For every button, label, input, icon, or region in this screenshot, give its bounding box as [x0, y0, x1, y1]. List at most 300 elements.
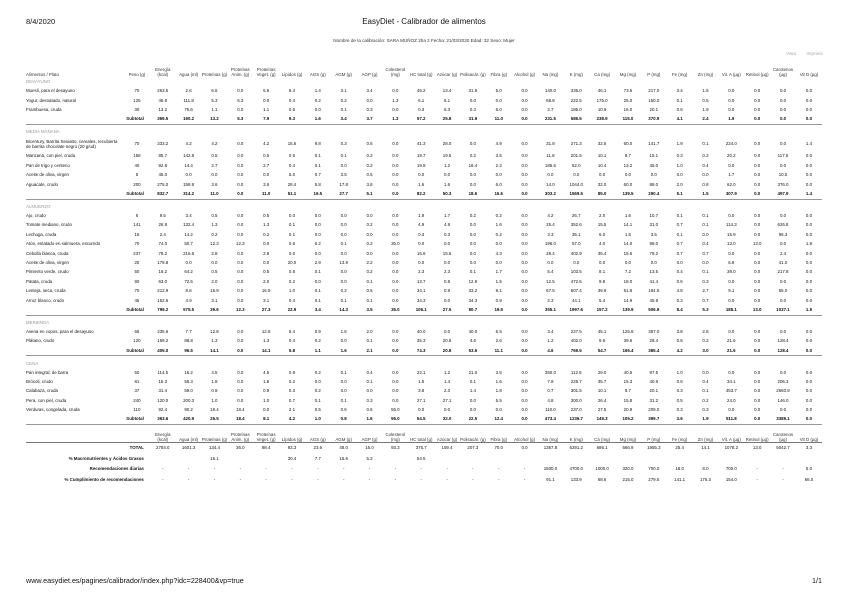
view-links [777, 51, 823, 56]
food-name: Avena en copos, para el desayuno [26, 328, 94, 334]
nutrient-value: 0.0 [805, 407, 813, 413]
nutrient-value: 0.0 [392, 388, 399, 394]
totals-value: - [756, 476, 758, 482]
nutrient-value: 2.3 [547, 297, 554, 303]
nutrient-value: 0.7 [702, 297, 709, 303]
nutrient-value: 0.7 [288, 397, 296, 403]
nutrient-value: 0.4 [702, 162, 709, 168]
nutrient-value: 13.4 [442, 88, 452, 94]
nutrient-value: 6.3 [443, 107, 451, 113]
nutrient-value: 237 [133, 250, 141, 256]
nutrient-value: 15 [134, 231, 140, 237]
totals-value: 154.0 [725, 476, 737, 482]
nutrient-value: 7.2 [624, 269, 631, 275]
nutrient-value: 4.0 [599, 241, 606, 247]
subtotal-value: 303.2 [538, 190, 564, 200]
subtotal-value: 4.2 [279, 415, 305, 425]
nutrient-value: 0.0 [805, 397, 813, 403]
nutrient-value: 0.0 [754, 88, 761, 94]
nutrient-value: 0.0 [469, 250, 476, 256]
subtotal-value: 16.6 [486, 190, 512, 200]
totals-column-header: Azúcar (g) [436, 436, 458, 442]
food-row [26, 221, 822, 230]
nutrient-value: 3.8 [366, 181, 373, 187]
nutrient-value: 0.0 [754, 379, 761, 385]
meal-section-header [26, 128, 822, 137]
nutrient-value: 20.9 [623, 407, 633, 413]
nutrient-value: 6.1 [418, 97, 425, 103]
nutrient-value: 40.5 [623, 369, 633, 375]
nutrient-value: 0.0 [237, 278, 244, 284]
food-row [26, 378, 822, 387]
column-header: Energía (kcal) [155, 67, 171, 78]
totals-value: - [342, 476, 345, 482]
subtotal-label: Subtotal [26, 190, 150, 200]
subtotal-value: 497.9 [770, 190, 796, 200]
nutrient-value: 0.0 [754, 369, 761, 375]
totals-value: 134.4 [202, 443, 228, 454]
nutrient-value: 0.0 [521, 181, 528, 187]
nutrient-value: 0.0 [754, 250, 761, 256]
nutrient-value: 0.0 [392, 181, 399, 187]
nutrient-value: 0.0 [728, 107, 735, 113]
nutrient-value: 4.9 [185, 297, 192, 303]
subtotal-value: 157.2 [589, 306, 615, 316]
nutrient-value: 72.5 [184, 278, 193, 284]
subtotal-value: 473.4 [538, 415, 564, 425]
nutrient-value: 3.4 [676, 88, 683, 94]
subtotal-value: 4.1 [667, 115, 693, 125]
nutrient-value: 5 [135, 172, 139, 178]
nutrient-value: 0.6 [676, 278, 683, 284]
nutrient-value: 0.1 [702, 269, 709, 275]
nutrient-value: 0.2 [366, 153, 373, 159]
nutrient-value: 212.9 [157, 288, 169, 294]
food-row [26, 106, 822, 115]
nutrient-value: 0.7 [676, 250, 683, 256]
nutrient-value: 7.9 [547, 379, 554, 385]
food-name: Lechuga, cruda [26, 231, 57, 237]
nutrient-value: 1.6 [495, 379, 502, 385]
nutrient-value: 1.4 [469, 388, 476, 394]
nutrient-value: 14.0 [546, 181, 555, 187]
nutrient-value: 0.4 [676, 269, 683, 275]
nutrient-value: 1.9 [676, 141, 683, 147]
nutrient-value: 0.0 [650, 259, 657, 265]
nutrient-value: 0.6 [676, 338, 683, 344]
nutrient-value: 0.0 [469, 97, 476, 103]
totals-row [26, 464, 822, 475]
nutrient-value: 0.0 [418, 172, 425, 178]
nutrient-value: 9.6 [599, 338, 606, 344]
nutrient-value: 15.5 [597, 222, 607, 228]
nutrient-value: 0.6 [340, 407, 347, 413]
nutrient-value: 227.5 [570, 328, 582, 334]
totals-value: - [239, 466, 242, 472]
subtotal-row [26, 306, 822, 316]
nutrient-value: 28.4 [649, 338, 659, 344]
nutrient-value: 217.8 [777, 269, 789, 275]
totals-value: - [756, 466, 758, 472]
totals-label: % Cumplimiento de recomendaciones [64, 476, 144, 482]
nutrient-value: 240 [133, 397, 141, 403]
totals-value: 159.4 [434, 443, 460, 454]
subtotal-value: 128.4 [770, 346, 796, 356]
nutrient-value: 200 [133, 181, 141, 187]
subtotal-value: 575.5 [176, 306, 202, 316]
nutrient-value: 73.5 [623, 88, 633, 94]
subtotal-value: 14.1 [202, 346, 228, 356]
nutrient-value: 40.0 [416, 328, 426, 334]
nutrient-value: 26.4 [597, 397, 607, 403]
nutrient-value: 15.3 [623, 379, 633, 385]
totals-value: - [265, 466, 267, 472]
nutrient-value: 0.1 [469, 269, 476, 275]
nutrient-value: 0.0 [314, 250, 321, 256]
column-header: Fe (mg) [671, 72, 688, 78]
nutrient-value: 110.0 [545, 407, 556, 413]
nutrient-value: 0.0 [728, 369, 735, 375]
nutrient-value: 0.3 [702, 407, 709, 413]
nutrient-value: 472.5 [570, 278, 582, 284]
totals-value: 5.0 [805, 466, 813, 472]
nutrient-value: 0.0 [495, 97, 502, 103]
nutrient-value: 0.5 [263, 153, 270, 159]
nutrient-value: 85.7 [158, 153, 168, 159]
subtotal-value: 1.6 [305, 115, 331, 125]
nutrient-value: 0.0 [754, 222, 761, 228]
nutrient-value: 0.0 [469, 259, 476, 265]
nutrient-value: 607.4 [570, 288, 582, 294]
nutrient-value: 0.0 [237, 213, 244, 218]
nutrient-value: 40 [134, 162, 140, 168]
nutrient-value: 2.0 [211, 278, 218, 284]
totals-value [693, 454, 719, 465]
nutrient-value: 2.7 [547, 107, 554, 113]
nutrient-value: 0.0 [754, 328, 761, 334]
subtotal-value: 363.6 [150, 415, 176, 425]
nutrient-value: 12.3 [236, 241, 245, 247]
nutrient-value: 0.0 [263, 407, 270, 413]
nutrient-value: 0.2 [314, 388, 321, 394]
nutrient-value: 10.1 [597, 153, 607, 159]
nutrient-value: 35.7 [597, 379, 607, 385]
subtotal-value: 1.9 [796, 306, 822, 316]
totals-value: 3.3 [796, 443, 822, 454]
subtotal-label: Subtotal [26, 115, 150, 125]
subtotal-value: 1.5 [693, 190, 719, 200]
nutrient-value: 3.1 [340, 88, 347, 94]
totals-value: 13.0 [744, 443, 770, 454]
nutrient-value: 0.0 [495, 241, 502, 247]
nutrient-value: 13.0 [752, 241, 762, 247]
nutrient-value: 0.0 [237, 338, 244, 344]
nutrient-value: 34.1 [727, 379, 736, 385]
nutrient-value: 0.3 [340, 141, 347, 147]
subtotal-value: 18.4 [227, 415, 253, 425]
print-link[interactable]: Imprimir [806, 51, 823, 56]
subtotal-value: 4.2 [667, 346, 693, 356]
totals-value: 176.3 [699, 476, 711, 482]
nutrient-value: 0.7 [547, 388, 554, 394]
column-header: Vit. A (µg) [721, 72, 741, 78]
nutrient-value: 39.6 [623, 338, 633, 344]
nutrient-value: 88.8 [184, 338, 193, 344]
nutrient-value: 0.0 [469, 222, 476, 228]
subtotal-value: 0.0 [512, 346, 538, 356]
nutrient-value: 41.0 [778, 259, 788, 265]
nutrient-value: 0.0 [392, 141, 399, 147]
nutrient-value: 46.8 [158, 97, 168, 103]
nutrient-value: 1.8 [495, 388, 502, 394]
nutrient-value: 0.0 [805, 338, 813, 344]
nutrient-value: 0.0 [728, 88, 735, 94]
nutrient-value: 3.3 [547, 231, 554, 237]
totals-value: 15.6 [339, 455, 348, 461]
nutrient-value: 0.0 [754, 97, 761, 103]
nutrient-value: 55.0 [778, 288, 788, 294]
nutrient-value: 0.0 [237, 181, 244, 187]
nutrient-value: 1.7 [443, 213, 451, 218]
subtotal-value: 0.0 [796, 415, 822, 425]
totals-value: 18.0 [675, 466, 684, 472]
nutrient-value: 0.0 [521, 162, 528, 168]
nutrient-value: 453.7 [725, 388, 737, 394]
subtotal-value: 12.3 [227, 306, 253, 316]
nutrient-value: 0.0 [469, 397, 476, 403]
nutrient-value: 35.1 [571, 231, 581, 237]
nutrient-value: 3.6 [211, 181, 218, 187]
nutrient-value: 350.0 [544, 369, 556, 375]
totals-column-header: Fibra (g) [490, 436, 508, 442]
totals-value: 66.0 [804, 476, 814, 482]
nutrient-value: 55.0 [391, 407, 400, 413]
nutrient-value: 0.0 [521, 397, 528, 403]
subtotal-value: 57.2 [408, 115, 434, 125]
subtotal-value: 55.0 [382, 415, 408, 425]
nutrient-value: 5.0 [495, 88, 502, 94]
subtotal-value: 2.1 [357, 346, 383, 356]
subtotal-value: 799.2 [150, 306, 176, 316]
nutrient-value: 2.7 [263, 162, 270, 168]
totals-value: 70.0 [486, 443, 512, 454]
column-header: Na (mg) [542, 72, 559, 78]
nutrient-value: 0.0 [805, 388, 813, 394]
subtotal-value: 20.8 [434, 346, 460, 356]
subtotal-value: 0.0 [796, 346, 822, 356]
subtotal-value: 12.4 [486, 415, 512, 425]
subtotal-value: 0.0 [744, 190, 770, 200]
subtotal-value: 5.1 [667, 190, 693, 200]
nutrient-value: 0.0 [288, 213, 296, 218]
nutrient-value: 50.7 [184, 241, 193, 247]
nutrient-value: 0.0 [521, 88, 528, 94]
nutrient-value: 0.0 [728, 297, 735, 303]
print-date: 8/4/2020 [26, 17, 56, 26]
totals-value: - [394, 476, 397, 482]
subtotal-value: 370.9 [641, 115, 667, 125]
nutrient-value: 2.3 [443, 269, 451, 275]
nutrient-value: 0.0 [624, 259, 631, 265]
nutrient-value: 0.0 [237, 222, 244, 228]
footer-url[interactable]: www.easydiet.es/pagines/calibrador/index.php?idc=228400&vp=true [26, 576, 244, 585]
nutrient-value: 0.1 [314, 288, 321, 294]
subtotal-value: 586.5 [563, 115, 589, 125]
nutrient-value: 2.7 [211, 162, 218, 168]
nutrient-value: 0.2 [314, 338, 321, 344]
nutrient-value: 3.6 [263, 181, 270, 187]
nutrient-value: 0.0 [728, 250, 735, 256]
subtotal-value: 185.1 [718, 306, 744, 316]
nutrient-value: 78.2 [158, 250, 168, 256]
nutrient-value: 0.2 [366, 222, 373, 228]
totals-value [744, 454, 770, 465]
meal-section-header [26, 319, 822, 328]
nutrient-value: 0.0 [392, 278, 399, 284]
nutrient-value: 16.9 [261, 288, 271, 294]
nutrient-value: 5.4 [599, 297, 606, 303]
nutrient-value: 158 [133, 153, 141, 159]
nutrient-value: 67.5 [546, 288, 555, 294]
nutrient-value: 0.0 [237, 88, 244, 94]
totals-value: 215.0 [622, 476, 634, 482]
totals-header-row [26, 428, 822, 443]
nutrient-value: 70 [134, 241, 140, 247]
nutrient-value: 0.0 [805, 162, 813, 168]
subtotal-value: 31.9 [460, 115, 486, 125]
nutrient-value: 1044.0 [569, 181, 583, 187]
totals-column-header: Energía (kcal) [155, 431, 171, 442]
subtotal-value: 139.9 [615, 306, 641, 316]
nutrient-value: 0.1 [314, 153, 321, 159]
nutrient-value: 27.1 [416, 397, 426, 403]
food-name: Manzana, con piel, cruda [26, 153, 76, 159]
nutrient-value: 2.1 [288, 407, 296, 413]
food-row [26, 406, 822, 415]
nutrient-value: 0.6 [366, 141, 373, 147]
nutrient-value: 402.9 [570, 250, 582, 256]
subtotal-row [26, 190, 822, 200]
nutrient-value: 0.0 [702, 259, 709, 265]
nutrient-value: 4.9 [443, 222, 451, 228]
nutrient-value: 92.4 [158, 407, 168, 413]
nutrient-value: 0.0 [521, 97, 528, 103]
nutrient-value: 45.9 [649, 297, 659, 303]
totals-column-header: Proteínas (g) [201, 436, 228, 442]
nutrient-value: 1.9 [418, 213, 425, 218]
nutrient-value: 1.7 [495, 269, 502, 275]
subtotal-row [26, 346, 822, 356]
column-header: Lípidos (g) [281, 72, 303, 78]
subtotal-value: 3.4 [305, 306, 331, 316]
subtotal-value: 16.5 [305, 190, 331, 200]
meal-section-header [26, 203, 822, 212]
subtotal-value: 14.1 [253, 346, 279, 356]
nutrient-value: 1.3 [211, 338, 218, 344]
nutrient-value: 0.0 [805, 222, 813, 228]
subtotal-value: 369.5 [150, 115, 176, 125]
totals-value [434, 454, 460, 465]
totals-column-header: AGM (g) [335, 436, 352, 442]
nutrient-value: 0.7 [676, 241, 683, 247]
nutrient-value: 0.0 [805, 153, 813, 159]
nutrient-value: 3.5 [340, 172, 347, 178]
nutrient-value: 12.8 [210, 328, 219, 334]
subtotal-value: 511.8 [718, 415, 744, 425]
nutrient-value: 0.0 [805, 379, 813, 385]
subtotal-value: 115.0 [615, 115, 641, 125]
subtotal-value: 0.0 [382, 190, 408, 200]
nutrient-value: 0.0 [754, 338, 761, 344]
subtotal-value: 0.0 [512, 115, 538, 125]
nutrient-value: 0.2 [469, 213, 476, 218]
nutrient-value: 0.9 [443, 288, 451, 294]
nutrient-value: 0.6 [288, 241, 296, 247]
totals-value [615, 454, 641, 465]
nutrient-value: 0.3 [288, 388, 296, 394]
nutrient-value: 0.7 [676, 222, 683, 228]
nutrient-value: 5.0 [288, 172, 296, 178]
subtotal-value: 3.5 [357, 306, 383, 316]
totals-value [667, 454, 693, 465]
nutrient-value: 0.0 [263, 97, 270, 103]
totals-value: - [446, 476, 448, 482]
nutrient-value: 4.2 [185, 141, 192, 147]
nutrient-value: 0.0 [754, 153, 761, 159]
totals-column-header: Proteínas Anim. (g) [230, 431, 250, 442]
totals-value [382, 454, 408, 465]
nutrient-value: 0.2 [366, 162, 373, 168]
nutrient-value: 88.0 [649, 181, 659, 187]
nutrient-value: 0.7 [702, 250, 709, 256]
subtotal-value: 420.9 [176, 415, 202, 425]
nutrient-value: 0.0 [237, 288, 244, 294]
subtotal-value: 506.9 [641, 306, 667, 316]
nutrient-value: 0.6 [676, 107, 683, 113]
nutrient-value: 0.0 [237, 379, 244, 385]
nutrient-value: 5.8 [314, 181, 321, 187]
totals-value: 141.1 [674, 476, 686, 482]
nutrient-value: 0.1 [366, 338, 373, 344]
nutrient-value: 0.0 [624, 172, 631, 178]
subtotal-value: 22.9 [279, 306, 305, 316]
nutrient-value: 0.0 [521, 379, 528, 385]
nutrient-value: 141 [133, 222, 141, 228]
nutrient-value: 0.0 [392, 231, 399, 237]
nutrient-value: 0.0 [469, 141, 476, 147]
nutrient-value: 0.0 [521, 250, 528, 256]
nutrient-value: 90 [134, 278, 140, 284]
nutrient-value: 0.2 [366, 269, 373, 275]
food-row [26, 277, 822, 286]
nutrient-value: 0.0 [443, 241, 451, 247]
view-link[interactable]: Vista [785, 51, 797, 56]
nutrient-value: 169.2 [157, 338, 169, 344]
nutrient-value: 9.1 [728, 288, 735, 294]
subtotal-value: 39.6 [202, 306, 228, 316]
nutrient-value: 0.0 [314, 231, 321, 237]
nutrient-value: 1.0 [288, 288, 296, 294]
nutrient-value: 0.1 [702, 222, 709, 228]
subtotal-value: 105.2 [615, 415, 641, 425]
totals-value: - [472, 476, 474, 482]
nutrient-value: 0.0 [237, 107, 244, 113]
subtotal-value: 385.4 [641, 346, 667, 356]
totals-column-header: Alcohol (g) [514, 436, 536, 442]
totals-value: 700.0 [648, 466, 660, 472]
nutrient-value: 1.5 [702, 88, 709, 94]
totals-value: - [187, 476, 190, 482]
